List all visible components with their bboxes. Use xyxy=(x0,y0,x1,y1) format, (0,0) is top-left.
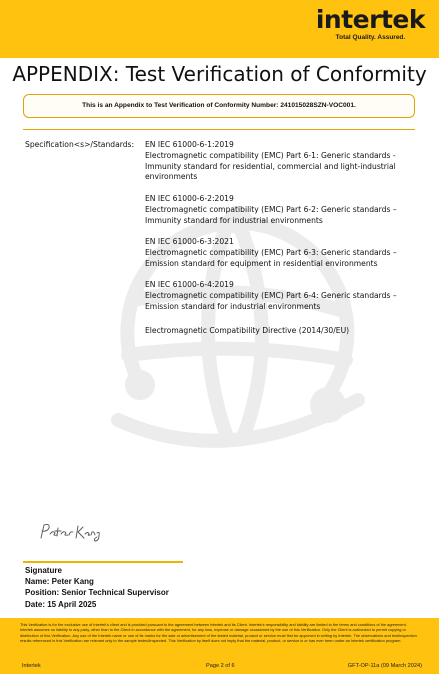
footer-disclaimer: This Verification is for the exclusive use of Intertek's client and is provided pursuant to the agreement between Intertek and its Client. Intertek's responsibility and liability are limited to the terms and conditions of the agreement. Intertek assumes no liability to any party, other than to the Client in accordance with the agreement, for any loss, expense or damage occasioned by the use of this Verification. Only the Client is authorized to permit copying or distribution of this Verification. Any use of the Intertek name or one of its marks for the sale or advertisement of the tested material, product or service must first be approved in writing by Intertek. The observations and test/inspection results referenced in this Verification are relevant only to the sample tested/inspected. This Verification by itself does not imply that the material, product, or service is or has ever been under an Intertek certification program. xyxy=(20,622,417,643)
standard-item xyxy=(145,280,417,312)
standard-code: EN IEC 61000-6-1:2019 xyxy=(145,140,234,149)
signature-underline xyxy=(23,561,183,563)
standard-item xyxy=(145,140,417,183)
standard-item xyxy=(145,237,417,269)
appendix-notice: This is an Appendix to Test Verification of Conformity Number: 241015028SZN-VOC001. xyxy=(23,94,415,118)
page-title: APPENDIX: Test Verification of Conformity xyxy=(12,62,427,86)
section-divider xyxy=(23,129,415,130)
signatory-name: Name: Peter Kang xyxy=(25,577,94,587)
logo-tagline: Total Quality. Assured. xyxy=(335,34,406,41)
page-number: Page 2 of 6 xyxy=(206,663,235,669)
signature-date: Date: 15 April 2025 xyxy=(25,599,97,609)
form-code: GFT-OP-11a (09 March 2024) xyxy=(347,663,422,669)
footer-company: Intertek xyxy=(22,663,41,669)
handwritten-signature xyxy=(38,520,102,544)
spec-standards-label: Specification<s>/Standards: xyxy=(25,140,135,149)
standard-item xyxy=(145,194,417,226)
signature-heading: Signature xyxy=(25,566,62,575)
signatory-position: Position: Senior Technical Supervisor xyxy=(25,588,169,598)
standard-code: EN IEC 61000-6-4:2019 xyxy=(145,280,234,289)
intertek-logo xyxy=(316,6,425,42)
standard-description: Electromagnetic compatibility (EMC) Part 6-1: Generic standards - Immunity standard for residential, commercial and light-industrial environments xyxy=(145,150,396,182)
logo-wordmark: intertek xyxy=(315,5,425,34)
signature-block xyxy=(25,565,169,610)
standard-description: Electromagnetic compatibility (EMC) Part 6-3: Generic standards – Emission standard for equipment in residential environments xyxy=(145,247,397,268)
standard-code: EN IEC 61000-6-2:2019 xyxy=(145,194,234,203)
standard-code: EN IEC 61000-6-3:2021 xyxy=(145,237,234,246)
standard-description: Electromagnetic compatibility (EMC) Part 6-2: Generic standards – Immunity standard for industrial environments xyxy=(145,204,397,225)
directive-text: Electromagnetic Compatibility Directive (2014/30/EU) xyxy=(145,326,350,335)
standard-description: Electromagnetic compatibility (EMC) Part 6-4: Generic standards – Emission standard for industrial environments xyxy=(145,290,397,311)
